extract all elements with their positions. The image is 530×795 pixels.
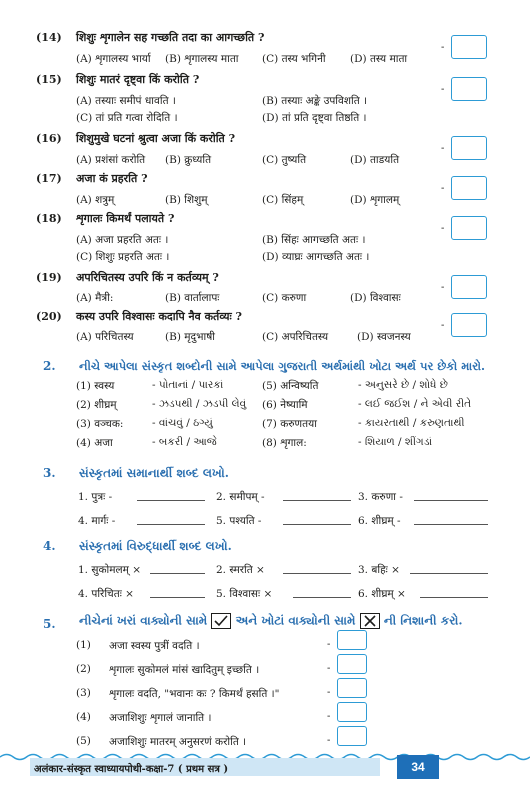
option: (A) परिचितस्य (76, 331, 134, 343)
question-text: शिशुः शृगालेन सह गच्छति तदा का आगच्छति ? (76, 31, 265, 44)
synonym-item: 6. शीघ्रम् - (358, 515, 401, 527)
option: (A) तस्याः समीपं धावति । (76, 95, 176, 107)
question-number: (16) (36, 132, 62, 145)
answer-box[interactable] (451, 35, 487, 59)
antonym-item: 1. सुकोमलम् × (78, 564, 142, 576)
statement-text: शृगालः वदति, "भवानः कः ? किमर्थं हसति ।" (109, 688, 280, 700)
section-3-number: 3. (43, 466, 56, 480)
option: (D) तां प्रति दृष्ट्वा तिष्ठति । (262, 112, 367, 124)
answer-line[interactable] (414, 500, 488, 501)
statement-number: (4) (76, 711, 91, 723)
synonym-item: 4. मार्गः - (78, 515, 116, 527)
option: (B) सिंहः आगच्छति अतः । (262, 234, 366, 246)
statement-number: (5) (76, 735, 91, 747)
answer-box[interactable] (451, 216, 487, 240)
statement-text: अजाशिशुः मातरम् अनुसरणं करोति । (109, 736, 247, 748)
question-text: अजा कं प्रहरति ? (76, 172, 148, 185)
match-word: (4) अजा (76, 437, 113, 449)
answer-box[interactable] (451, 275, 487, 299)
section-2-title: નીચે આપેલા સંસ્કૃત શબ્દોની સામે આપેલા ગુજરાતી અર્થમાંથી ખોટા અર્થ પર છેકો મારો. (79, 359, 486, 373)
dash: - (441, 223, 445, 234)
statement-number: (1) (76, 639, 91, 651)
dash: - (441, 42, 445, 53)
question-text: शिशुमुखे घटनां श्रुत्वा अजा किं करोति ? (76, 132, 236, 145)
option: (D) व्याघ्रः आगच्छति अतः । (262, 251, 370, 263)
answer-line[interactable] (150, 573, 205, 574)
dash: - (327, 735, 331, 746)
answer-line[interactable] (414, 524, 488, 525)
match-meaning: - અનુસરે છે / શોધે છે (358, 379, 448, 391)
section-4-title: સંસ્કૃતમાં વિરુદ્ધાર્થી શબ્દ લખો. (79, 539, 232, 553)
section-5-title (79, 613, 463, 629)
match-word: (5) अन्विष्यति (262, 380, 319, 392)
tick-icon (211, 613, 231, 629)
option: (C) तुष्यति (262, 154, 307, 166)
question-number: (14) (36, 31, 62, 44)
answer-line[interactable] (283, 524, 351, 525)
option: (C) करुणा (262, 292, 307, 304)
dash: - (441, 282, 445, 293)
antonym-item: 5. विश्वासः × (216, 588, 273, 600)
answer-line[interactable] (410, 573, 488, 574)
option: (C) अपरिचितस्य (262, 331, 329, 343)
answer-box[interactable] (337, 702, 367, 722)
section-4-number: 4. (43, 539, 56, 553)
question-text: शिशुः मातरं दृष्ट्वा किं करोति ? (76, 73, 200, 86)
statement-number: (2) (76, 663, 91, 675)
match-meaning: - લઈ જઈશ / ને એવી રીતે (358, 398, 472, 410)
dash: - (327, 687, 331, 698)
match-word: (2) शीघ्रम् (76, 399, 117, 411)
antonym-item: 3. बहिः × (358, 564, 400, 576)
answer-line[interactable] (293, 597, 351, 598)
statement-number: (3) (76, 687, 91, 699)
question-text: शृगालः किमर्थं पलायते ? (76, 212, 175, 225)
answer-box[interactable] (337, 678, 367, 698)
match-word: (3) वञ्चक: (76, 418, 124, 430)
answer-box[interactable] (451, 313, 487, 337)
dash: - (441, 183, 445, 194)
dash: - (327, 663, 331, 674)
antonym-item: 4. परिचितः × (78, 588, 134, 600)
answer-box[interactable] (337, 654, 367, 674)
option: (A) मैत्री: (76, 292, 114, 304)
option: (B) वार्तालापः (165, 292, 220, 304)
match-meaning: - વાંચવું / ઠગ્યું (152, 417, 213, 429)
synonym-item: 5. पश्यति - (216, 515, 262, 527)
section-3-title: સંસ્કૃતમાં સમાનાર્થી શબ્દ લખો. (79, 466, 229, 480)
option: (A) प्रशंसां करोति (76, 154, 146, 166)
match-meaning: - શિયાળ / શીંગડાં (358, 436, 433, 448)
footer-title: अलंकार-संस्कृत स्वाध्यायपोथी-कक्षा-7 ( प्रथम सत्र ) (34, 764, 229, 775)
answer-line[interactable] (150, 597, 205, 598)
match-word: (7) करुणतया (262, 418, 317, 430)
antonym-item: 2. स्मरति × (216, 564, 265, 576)
option: (D) तस्य माता (350, 53, 408, 65)
dash: - (327, 711, 331, 722)
question-text: अपरिचितस्य उपरि किं न कर्तव्यम् ? (76, 271, 219, 284)
answer-line[interactable] (283, 500, 351, 501)
answer-box[interactable] (451, 77, 487, 101)
option: (D) स्वजनस्य (357, 331, 411, 343)
match-meaning: - બકરી / આજે (152, 436, 217, 448)
option: (A) अजा प्रहरति अतः । (76, 234, 169, 246)
option: (A) शृगालस्य भार्या (76, 53, 151, 65)
dash: - (441, 320, 445, 331)
synonym-item: 1. पुत्रः - (78, 491, 113, 503)
option: (B) तस्याः अङ्के उपविशति । (262, 95, 368, 107)
option: (A) शत्रुम् (76, 194, 115, 206)
option: (B) शृगालस्य माता (165, 53, 239, 65)
match-word: (8) शृगाल: (262, 437, 307, 449)
match-word: (6) नेष्यामि (262, 399, 308, 411)
question-number: (17) (36, 172, 62, 185)
option: (C) तां प्रति गत्वा रोदिति । (76, 112, 178, 124)
statement-text: अजा स्वस्य पुत्रीं वदति । (109, 640, 200, 652)
section-5-title-b: અને ખોટાં વાક્યોની સામે (235, 613, 356, 628)
option: (C) सिंहम् (262, 194, 304, 206)
option: (D) शृगालम् (350, 194, 400, 206)
match-meaning: - પોતાનાં / પારકાં (152, 379, 224, 391)
question-number: (15) (36, 73, 62, 86)
section-5-title-c: ની નિશાની કરો. (383, 613, 463, 628)
question-text: कस्य उपरि विश्वासः कदापि नैव कर्तव्यः ? (76, 310, 242, 323)
option: (B) मृदुभाषी (165, 331, 215, 343)
page-number: 34 (397, 755, 439, 779)
synonym-item: 2. समीपम् - (216, 491, 265, 503)
answer-line[interactable] (420, 597, 488, 598)
answer-box[interactable] (451, 176, 487, 200)
section-2-number: 2. (43, 359, 56, 373)
option: (D) विश्वासः (350, 292, 401, 304)
cross-icon (360, 613, 380, 629)
answer-box[interactable] (337, 726, 367, 746)
option: (D) ताडयति (350, 154, 400, 166)
answer-line[interactable] (283, 573, 351, 574)
dash: - (441, 84, 445, 95)
dash: - (327, 639, 331, 650)
match-meaning: - ઝડપથી / ઝડપી લેવું (152, 398, 247, 410)
match-meaning: - કાયરતાથી / કરુણતાથી (358, 417, 465, 429)
answer-box[interactable] (451, 136, 487, 160)
statement-text: अजाशिशुः शृगालं जानाति । (109, 712, 212, 724)
statement-text: शृगालः सुकोमलं मांसं खादितुम् इच्छति । (109, 664, 260, 676)
synonym-item: 3. करुणा - (358, 491, 403, 503)
answer-line[interactable] (137, 524, 205, 525)
answer-line[interactable] (137, 500, 205, 501)
dash: - (441, 143, 445, 154)
section-5-number: 5. (43, 617, 56, 631)
match-word: (1) स्वस्य (76, 380, 115, 392)
antonym-item: 6. शीघ्रम् × (358, 588, 406, 600)
option: (B) शिशुम् (165, 194, 208, 206)
question-number: (20) (36, 310, 62, 323)
question-number: (18) (36, 212, 62, 225)
section-5-title-a: નીચેનાં ખરાં વાક્યોની સામે (79, 613, 208, 628)
question-number: (19) (36, 271, 62, 284)
option: (C) तस्य भगिनी (262, 53, 326, 65)
answer-box[interactable] (337, 630, 367, 650)
option: (B) क्रुध्यति (165, 154, 212, 166)
option: (C) शिशुः प्रहरति अतः । (76, 251, 170, 263)
